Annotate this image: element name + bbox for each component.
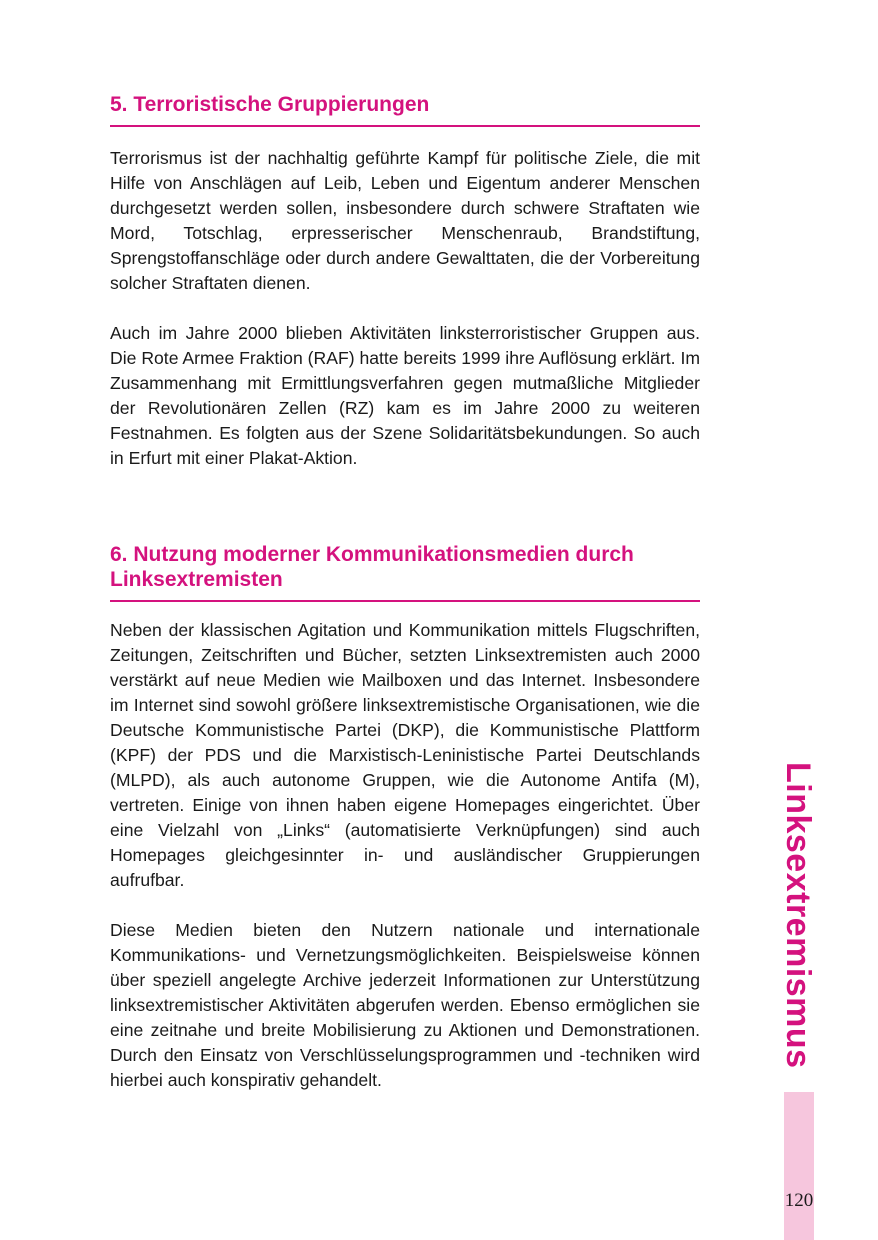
section-heading: 6. Nutzung moderner Kommunikationsmedien durch Linksextremisten <box>110 542 700 602</box>
page-number: 120 <box>784 1190 814 1211</box>
paragraph: Auch im Jahre 2000 blieben Aktivitäten linksterroristischer Gruppen aus. Die Rote Armee Fraktion (RAF) hatte bereits 1999 ihre Auflösung erklärt. Im Zusammenhang mit Ermittlungsverfahren gegen mutmaßliche Mitglieder der Revolutionären Zellen (RZ) kam es im Jahre 2000 zu weiteren Festnahmen. Es folgten aus der Szene Solidaritätsbekundungen. So auch in Erfurt mit einer Plakat-Aktion. <box>110 323 700 468</box>
paragraph: Neben der klassischen Agitation und Kommunikation mittels Flugschriften, Zeitungen, Zeitschriften und Bücher, setzten Linksextremisten auch 2000 verstärkt auf neue Medien wie Mailboxen und das Internet. Insbesondere im Internet sind sowohl größere linksextremistische Organisationen, wie die Deutsche Kommunistische Partei (DKP), die Kommunistische Plattform (KPF) der PDS und die Marxistisch-Leninistische Partei Deutschlands (MLPD), als auch autonome Gruppen, wie die Autonome Antifa (M), vertreten. Einige von ihnen haben eigene Homepages eingerichtet. Über eine Vielzahl von „Links“ (automatisierte Verknüpfungen) sind auch Homepages gleichgesinnter in- und ausländischer Gruppierungen aufrufbar. <box>110 620 700 890</box>
chapter-side-label: Linksextremismus <box>779 762 817 1069</box>
section-terroristische-gruppierungen <box>110 92 700 471</box>
paragraph: Diese Medien bieten den Nutzern nationale und internationale Kommunikations- und Vernetzungsmöglichkeiten. Beispielsweise können über speziell angelegte Archive jederzeit Informationen zur Unterstützung linksextremistischer Aktivitäten abgerufen werden. Ebenso ermöglichen sie eine zeitnahe und breite Mobilisierung zu Aktionen und Demonstrationen. Durch den Einsatz von Verschlüsselungsprogrammen und -techniken wird hierbei auch konspirativ gehandelt. <box>110 920 700 1090</box>
paragraph: Terrorismus ist der nachhaltig geführte Kampf für politische Ziele, die mit Hilfe von Anschlägen auf Leib, Leben und Eigentum anderer Menschen durchgesetzt werden sollen, insbesondere durch schwere Straftaten wie Mord, Totschlag, erpresserischer Menschenraub, Brandstiftung, Sprengstoffanschläge oder durch andere Gewalttaten, die der Vorbereitung solcher Straftaten dienen. <box>110 148 700 293</box>
chapter-side-bar <box>784 1092 814 1240</box>
section-kommunikationsmedien <box>110 542 700 1093</box>
section-heading: 5. Terroristische Gruppierungen <box>110 92 700 127</box>
